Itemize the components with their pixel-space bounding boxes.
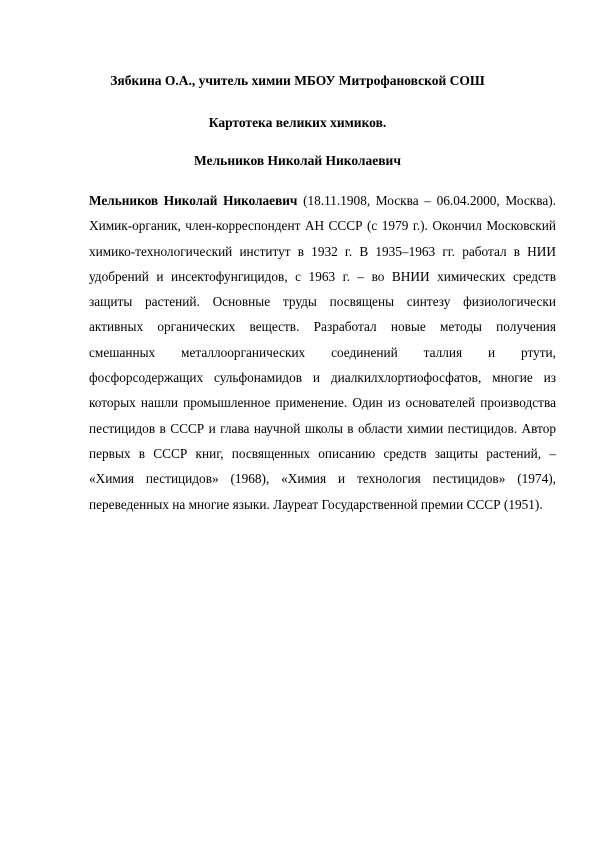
document-title: Картотека великих химиков.: [208, 115, 387, 130]
biography-paragraph: [89, 188, 556, 517]
person-name-heading: Мельников Николай Николаевич: [194, 153, 401, 168]
biography-text: (18.11.1908, Москва – 06.04.2000, Москва). Химик-органик, член-корреспондент АН СССР (с 1979 г.). Окончил Московский химико-технологический институт в 1932 г. В 1935–1963 гг. работал в НИИ удобрений и инсектофунгицидов, с 1963 г. – во ВНИИ химических средств защиты растений. Основные труды посвящены синтезу физиологически активных органических веществ. Разработал новые методы получения смешанных металлоорганических соединений таллия и ртути, фосфорсодержащих сульфонамидов и диалкилхлортиофосфатов, многие из которых нашли промышленное применение. Один из основателей производства пестицидов в СССР и глава научной школы в области химии пестицидов. Автор первых в СССР книг, посвященных описанию средств защиты растений, – «Химия пестицидов» (1968), «Химия и технология пестицидов» (1974), переведенных на многие языки. Лауреат Государственной премии СССР (1951).: [89, 193, 556, 512]
author-line: Зябкина О.А., учитель химии МБОУ Митрофановской СОШ: [110, 73, 485, 88]
biography-lead-name: Мельников Николай Николаевич: [89, 193, 298, 208]
